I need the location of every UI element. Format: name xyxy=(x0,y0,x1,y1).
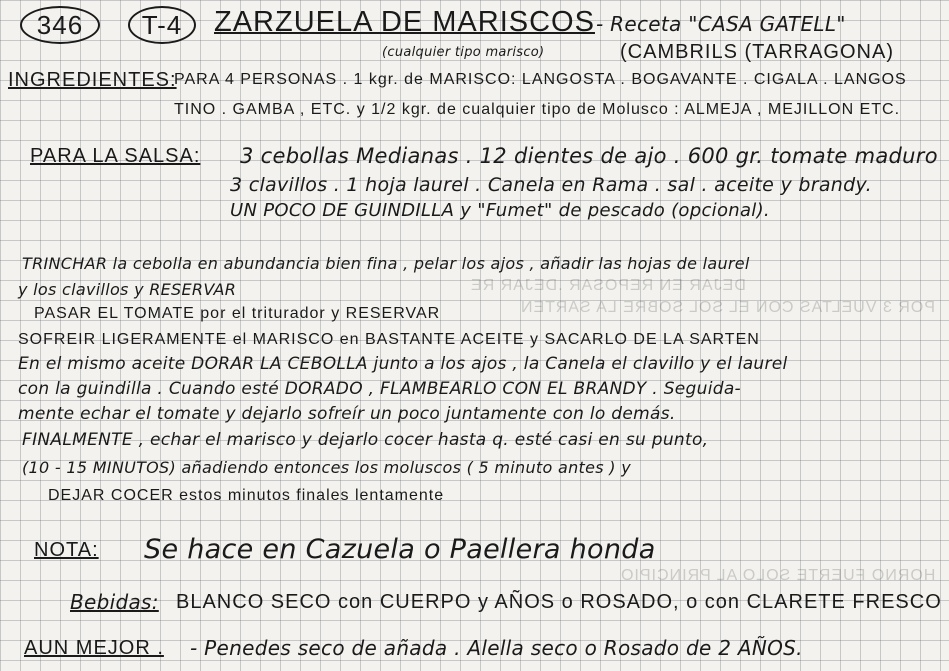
recipe-number: 346 xyxy=(20,6,100,44)
bleed-through-text: DEJAR EN REPOSAR .DEJAR RE xyxy=(470,277,746,294)
note-label: NOTA: xyxy=(34,539,99,561)
drinks-label: Bebidas: xyxy=(70,590,159,614)
method-line: SOFREIR LIGERAMENTE el MARISCO en BASTANTE ACEITE y SACARLO DE LA SARTEN xyxy=(18,331,760,348)
note-text: Se hace en Cazuela o Paellera honda xyxy=(144,534,656,565)
better-text: - Penedes seco de añada . Alella seco o Rosado de 2 AÑOS. xyxy=(190,636,803,660)
recipe-subtitle: (cualquier tipo marisco) xyxy=(382,45,545,60)
drinks-text: BLANCO SECO con CUERPO y AÑOS o ROSADO, o con CLARETE FRESCO xyxy=(176,591,942,613)
recipe-title: ZARZUELA DE MARISCOS xyxy=(214,6,595,38)
sauce-line: 3 cebollas Medianas . 12 dientes de ajo . 600 gr. tomate maduro xyxy=(240,144,938,168)
ingredients-line: TINO . GAMBA , ETC. y 1/2 kgr. de cualquier tipo de Molusco : ALMEJA , MEJILLON ETC. xyxy=(174,101,901,118)
method-line: DEJAR COCER estos minutos finales lentamente xyxy=(48,487,445,504)
method-line: (10 - 15 MINUTOS) añadiendo entonces los moluscos ( 5 minuto antes ) y xyxy=(22,458,631,477)
method-line: En el mismo aceite DORAR LA CEBOLLA junto a los ajos , la Canela el clavillo y el laurel xyxy=(18,354,788,374)
recipe-location: (CAMBRILS (TARRAGONA) xyxy=(620,41,894,63)
bleed-through-text: POR 3 VUELTAS CON EL SOL SOBRE LA SARTEN xyxy=(520,299,935,316)
sauce-line: UN POCO DE GUINDILLA y "Fumet" de pescado (opcional). xyxy=(230,200,770,221)
ingredients-label: INGREDIENTES: xyxy=(8,69,177,91)
method-line: mente echar el tomate y dejarlo sofreír un poco juntamente con lo demás. xyxy=(18,404,676,424)
method-line: con la guindilla . Cuando esté DORADO , FLAMBEARLO CON EL BRANDY . Seguida- xyxy=(18,379,741,399)
method-line: FINALMENTE , echar el marisco y dejarlo cocer hasta q. esté casi en su punto, xyxy=(22,430,709,450)
bleed-through-text: HORNO FUERTE SOLO AL PRINCIPIO xyxy=(620,567,936,584)
method-line: TRINCHAR la cebolla en abundancia bien fina , pelar los ajos , añadir las hojas de laurel xyxy=(22,254,750,273)
method-line: y los clavillos y RESERVAR xyxy=(18,280,237,299)
better-label: AUN MEJOR . xyxy=(24,637,164,659)
sauce-line: 3 clavillos . 1 hoja laurel . Canela en Rama . sal . aceite y brandy. xyxy=(230,174,872,196)
method-line: PASAR EL TOMATE por el triturador y RESERVAR xyxy=(34,305,441,322)
sauce-label: PARA LA SALSA: xyxy=(30,145,201,167)
recipe-source: - Receta "CASA GATELL" xyxy=(596,12,846,36)
recipe-code: T-4 xyxy=(128,6,196,44)
ingredients-line: PARA 4 PERSONAS . 1 kgr. de MARISCO: LANGOSTA . BOGAVANTE . CIGALA . LANGOS xyxy=(174,71,907,88)
